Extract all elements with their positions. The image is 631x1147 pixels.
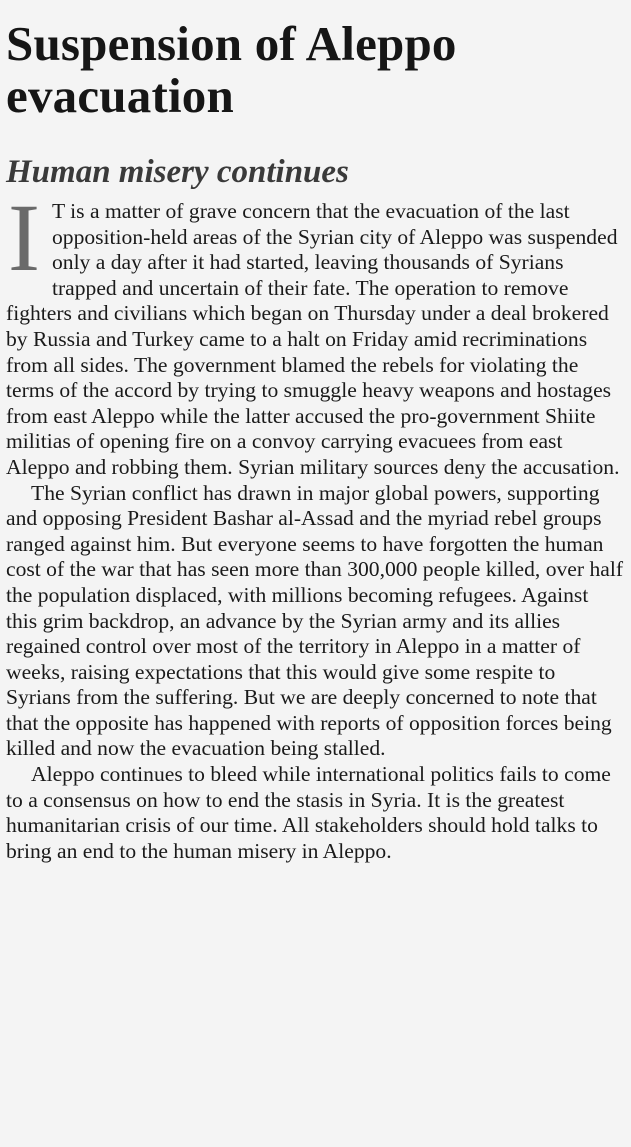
headline: Suspension of Aleppo evacuation bbox=[6, 16, 457, 123]
article-body bbox=[6, 184, 624, 864]
paragraph-2: The Syrian conflict has drawn in major global powers, supporting and opposing President Bashar al-Assad and the myriad rebel groups ranged against him. But everyone seems to have forgotten the human cost of the war that has seen more than 300,000 people killed, over half the population displaced, with millions becoming refugees. Against this grim backdrop, an advance by the Syrian army and its allies regained control over most of the territory in Aleppo in a matter of weeks, raising expectations that this would give some respite to Syrians from the suffering. But we are deeply concerned to note that that the opposite has happened with reports of opposition forces being killed and now the evacuation being stalled. bbox=[6, 480, 624, 761]
paragraph-3: Aleppo continues to bleed while international politics fails to come to a consensus on how to end the stasis in Syria. It is the greatest humanitarian crisis of our time. All stakeholders should hold talks to bring an end to the human misery in Aleppo. bbox=[6, 762, 611, 863]
subheadline: Human misery continues bbox=[6, 154, 349, 190]
paragraph-1 bbox=[6, 184, 624, 481]
paragraph-1-text: T is a matter of grave concern that the evacuation of the last opposition-held areas of the Syrian city of Aleppo was suspended only a day after it had started, leaving thousands of Syrians trapped and uncertain of their fate. The operation to remove fighters and civilians which began on Thursday under a deal brokered by Russia and Turkey came to a halt on Friday amid recriminations from all sides. The government blamed the rebels for violating the terms of the accord by trying to smuggle heavy weapons and hostages from east Aleppo while the latter accused the pro-government Shiite militias of opening fire on a convoy carrying evacuees from east Aleppo and robbing them. Syrian military sources deny the accusation. bbox=[6, 199, 620, 479]
drop-cap: I bbox=[8, 184, 40, 291]
